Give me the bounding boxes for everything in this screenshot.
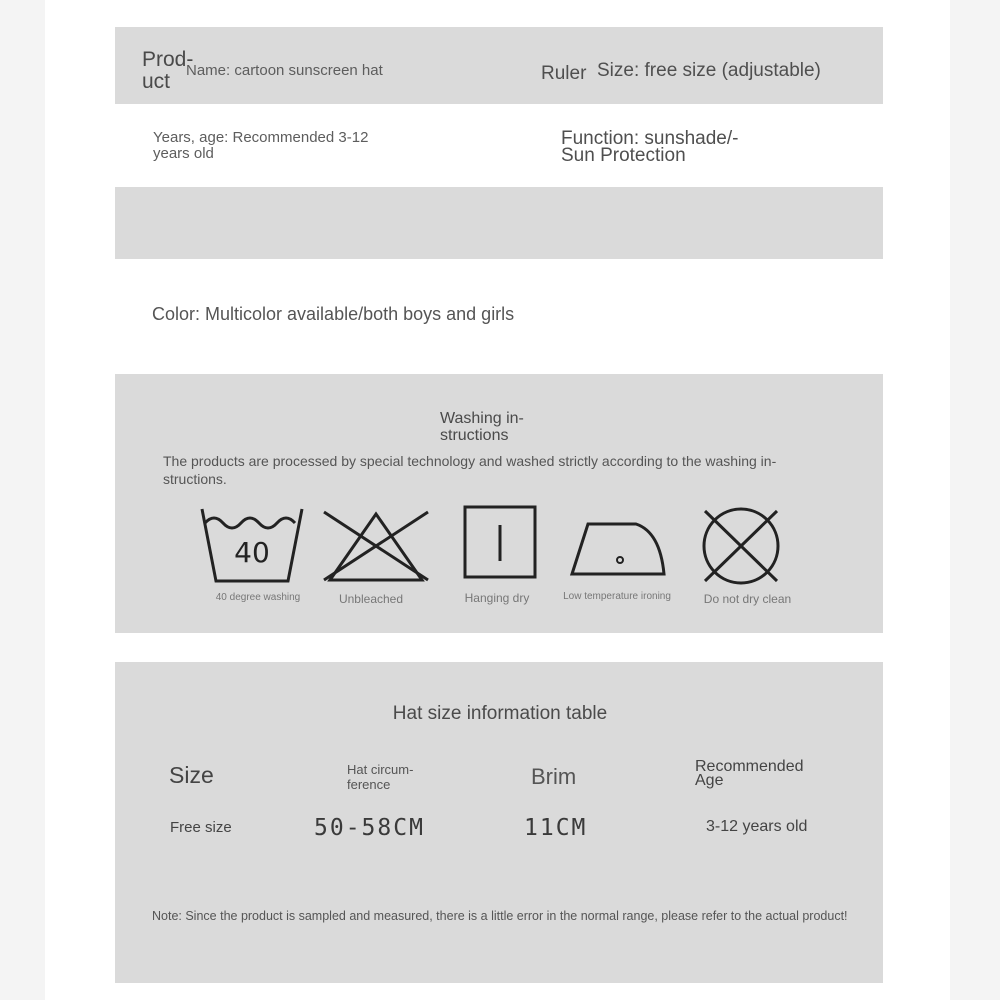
- row-age: 3-12 years old: [706, 818, 808, 835]
- product-label-line2: uct: [142, 70, 171, 93]
- ruler-label: Ruler: [541, 63, 587, 84]
- washing-description: [163, 452, 776, 488]
- size-label: Size: free size (adjustable): [597, 60, 821, 81]
- header-size: Size: [169, 762, 214, 788]
- size-table-title: Hat size information table: [392, 703, 608, 724]
- washing-title: [440, 410, 524, 444]
- iron-low-icon: [568, 518, 668, 578]
- age-line2: years old: [153, 145, 214, 162]
- function-line2: Sun Protection: [561, 145, 686, 166]
- row-size: Free size: [170, 819, 232, 836]
- washing-title-line1: Washing in-: [440, 410, 524, 427]
- washing-title-line2: structions: [440, 427, 509, 444]
- washing-desc-line1: The products are processed by special technology and washed strictly according to the washing in-: [163, 453, 777, 469]
- no-dry-clean-icon: [697, 505, 785, 587]
- no-bleach-label: Unbleached: [338, 592, 404, 606]
- size-note: Note: Since the product is sampled and measured, there is a little error in the normal range, please refer to the actual product!: [152, 909, 848, 923]
- row-circumference: 50-58CM: [314, 815, 425, 841]
- blank-band: [115, 187, 883, 259]
- wash-40-label: 40 degree washing: [215, 592, 301, 603]
- washing-desc-line2: structions.: [163, 471, 227, 487]
- header-circ-line1: Hat circum-: [347, 762, 414, 777]
- hanging-dry-icon: [463, 505, 537, 579]
- no-bleach-icon: [320, 508, 432, 584]
- no-dry-clean-label: Do not dry clean: [703, 592, 792, 606]
- header-age: [695, 760, 804, 788]
- function-text: [561, 130, 738, 164]
- header-brim: Brim: [531, 764, 577, 789]
- product-label-line1: Prod-: [142, 48, 194, 71]
- wash-40-icon: [199, 505, 305, 585]
- wash-40-number: 40: [234, 536, 270, 569]
- row-brim: 11CM: [524, 815, 588, 841]
- product-name: Name: cartoon sunscreen hat: [186, 62, 383, 79]
- age-text: [153, 130, 368, 162]
- header-circumference: [347, 762, 413, 792]
- age-line1: Years, age: Recommended 3-12: [153, 129, 369, 146]
- color-text: Color: Multicolor available/both boys and girls: [152, 304, 515, 324]
- hanging-dry-label: Hanging dry: [464, 591, 530, 605]
- header-age-line2: Age: [695, 772, 724, 789]
- iron-low-label: Low temperature ironing: [563, 591, 671, 602]
- header-age-line1: Recommended: [695, 758, 804, 775]
- header-circ-line2: ference: [347, 777, 391, 792]
- function-line1: Function: sunshade/-: [561, 128, 739, 149]
